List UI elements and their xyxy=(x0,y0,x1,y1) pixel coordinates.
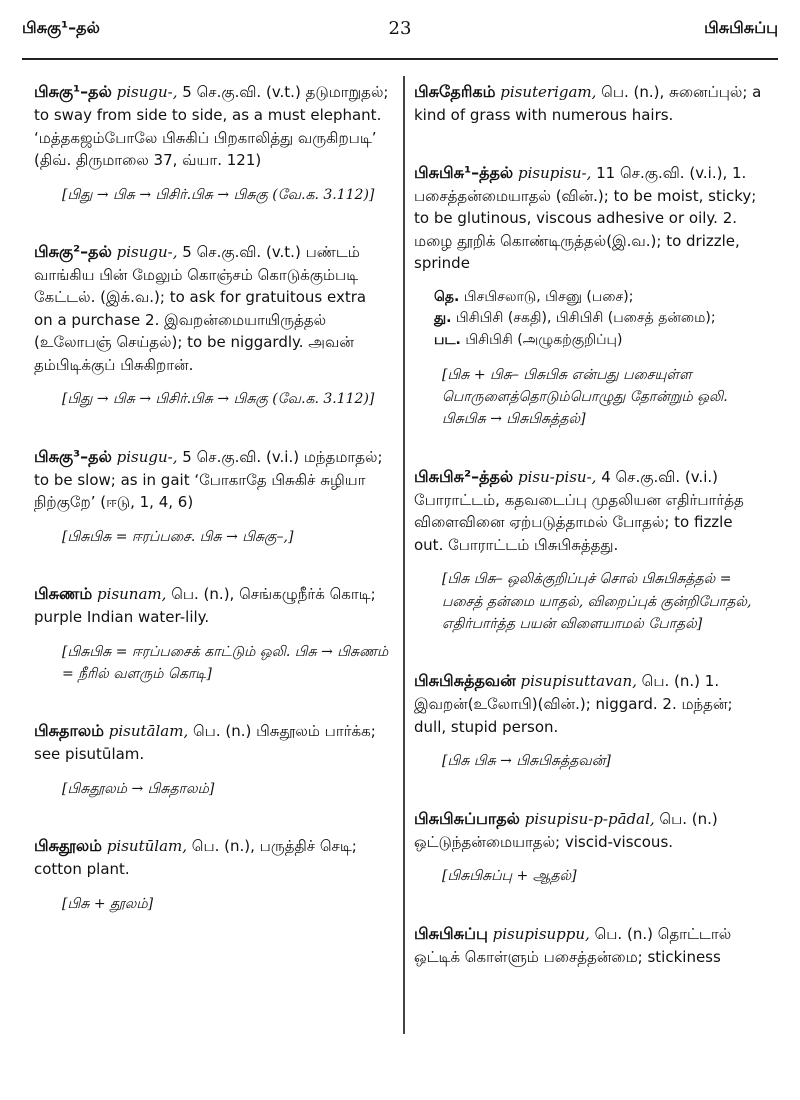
right-column xyxy=(414,80,764,1060)
entry-transliteration: pisupisu-, xyxy=(517,163,592,182)
entry-etymology: [பிசுபிசுப்பு + ஆதல்] xyxy=(442,868,577,885)
dictionary-entry xyxy=(34,582,389,685)
entry-transliteration: pisupisuttavan, xyxy=(520,672,637,691)
entry-transliteration: pisupisuppu, xyxy=(492,924,590,943)
entry-body: 5 செ.கு.வி. (v.t.) பண்டம் வாங்கிய பின் மேலும் கொஞ்சம் கொடுக்கும்படி கேட்டல். (இக்.வ.); to ask for gratuitous extra on a purchase 2. இவறன்மையாயிருத்தல் (உலோபஞ் செய்தல்); to be niggardly. அவன் தம்பிடிக்குப் பிசுகிறான். xyxy=(34,242,367,374)
entry-definition xyxy=(34,834,389,881)
dictionary-entry xyxy=(414,807,764,888)
entry-transliteration: pisutūlam, xyxy=(106,837,188,856)
left-column xyxy=(34,80,389,1060)
page-header xyxy=(22,18,778,54)
entry-etymology: [பிசுபிசு = ஈரப்பசை. பிசு → பிசுகு–,] xyxy=(62,528,294,545)
cognate-language: தெ. xyxy=(434,288,460,305)
dictionary-entry xyxy=(34,240,389,411)
cognate-text: பிசபிசலாடு, பிசனு (பசை); xyxy=(463,288,634,305)
entry-transliteration: pisugu-, xyxy=(116,83,178,101)
entry-body: பெ. (n.) 1. இவறன்(உலோபி)(வின்.); niggard. 2. மந்தன்; dull, stupid person. xyxy=(414,672,733,736)
entry-definition xyxy=(34,719,389,766)
entry-transliteration: pisuterigam, xyxy=(500,83,597,101)
dictionary-entry xyxy=(34,80,389,206)
entry-etymology: [பிது → பிசு → பிசிர்.பிசு → பிசுகு (வே.க. 3.112)] xyxy=(62,186,375,203)
entry-etymology: [பிசு பிசு → பிசுபிசுத்தவன்] xyxy=(442,753,611,770)
dictionary-entry xyxy=(414,80,764,127)
entry-etymology: [பிசு + தூலம்] xyxy=(62,895,154,912)
entry-body: பெ. (n.) பிசுதூலம் பார்க்க; see pisutūlam. xyxy=(34,722,376,764)
entry-definition xyxy=(414,922,764,969)
entry-body: பெ. (n.) தொட்டால் ஒட்டிக் கொள்ளும் பசைத்தன்மை; stickiness xyxy=(414,924,732,966)
cognate-text: பிசிபிசி (சகதி), பிசிபிசி (பசைத் தன்மை); xyxy=(455,310,716,327)
cognate-line xyxy=(434,330,764,352)
cognate-language: து. xyxy=(434,310,452,327)
entry-definition xyxy=(414,80,764,127)
entry-headword: பிசுபிசு¹–த்தல் xyxy=(414,162,514,182)
entry-body: பெ. (n.), சுனைப்புல்; a kind of grass with numerous hairs. xyxy=(414,83,762,124)
cognate-line xyxy=(434,287,764,309)
cognate-text: பிசிபிசி (அழுகற்குறிப்பு) xyxy=(465,331,623,348)
entry-body: 11 செ.கு.வி. (v.i.), 1. பசைத்தன்மையாதல் (வின்.); to be moist, sticky; to be glutinous, viscous adhesive or oily. 2. மழை தூறிக் கொண்டிருத்தல்(இ.வ.); to drizzle, sprinde xyxy=(414,163,757,272)
entry-body: 5 செ.கு.வி. (v.t.) தடுமாறுதல்; to sway from side to side, as a must elephant. ‘மத்தகஜம்போலே பிசுகிப் பிறகாலித்து வருகிறபடி’ (திவ். திருமாலை 37, வ்யா. 121) xyxy=(34,83,389,169)
entry-etymology: [பிசுபிசு = ஈரப்பசைக் காட்டும் ஒலி. பிசு → பிசுணம் = நீரில் வளரும் கொடி] xyxy=(62,643,389,683)
entry-definition xyxy=(34,445,389,514)
dictionary-entry xyxy=(34,719,389,800)
entry-transliteration: pisunam, xyxy=(97,585,167,604)
entry-etymology: [பிசு + பிசு– பிசுபிசு என்பது பசையுள்ள பொருளைத்தொடும்பொழுது தோன்றும் ஒலி. பிசுபிசு → பிசுபிசுத்தல்] xyxy=(442,366,728,428)
column-divider xyxy=(403,76,405,1034)
entry-definition xyxy=(414,669,764,738)
dictionary-entry xyxy=(414,669,764,772)
entry-body: பெ. (n.), செங்கழுநீர்க் கொடி; purple Indian water-lily. xyxy=(34,585,376,627)
entry-etymology: [பிது → பிசு → பிசிர்.பிசு → பிசுகு (வே.க. 3.112)] xyxy=(62,391,375,408)
entry-transliteration: pisutālam, xyxy=(108,722,189,741)
entry-body: 5 செ.கு.வி. (v.i.) மந்தமாதல்; to be slow; as in gait ‘போகாதே பிசுகிச் சுழியா நிற்குறே’ (ஈடு, 1, 4, 6) xyxy=(34,447,383,512)
entry-headword: பிசுகு¹–தல் xyxy=(34,82,112,101)
entry-headword: பிசுபிசுத்தவன் xyxy=(414,671,516,691)
entry-body: பெ. (n.), பருத்திச் செடி; cotton plant. xyxy=(34,837,357,879)
entry-headword: பிசுதாலம் xyxy=(34,721,104,741)
header-last-word: பிசுபிசுப்பு xyxy=(704,18,778,37)
entry-definition xyxy=(34,80,389,172)
dictionary-entry xyxy=(414,465,764,636)
page-number: 23 xyxy=(388,18,412,39)
entry-body: 4 செ.கு.வி. (v.i.) போராட்டம், கதவடைப்பு முதலியன எதிர்பார்த்த விளைவினை ஏற்படுத்தாமல் போதல்; to fizzle out. போராட்டம் பிசுபிசுத்தது. xyxy=(414,467,744,554)
entry-headword: பிசுபிசுப்பு xyxy=(414,923,488,943)
entry-transliteration: pisu-pisu-, xyxy=(517,467,597,486)
entry-body: பெ. (n.) ஒட்டுந்தன்மையாதல்; viscid-viscous. xyxy=(414,809,718,851)
entry-transliteration: pisupisu-p-pādal, xyxy=(524,809,655,828)
cognate-language: பட. xyxy=(434,331,461,348)
entry-definition xyxy=(414,161,764,275)
entry-headword: பிசுபிசு²–த்தல் xyxy=(414,466,514,486)
cognate-line xyxy=(434,308,764,330)
entry-etymology: [பிசுதூலம் → பிசுதாலம்] xyxy=(62,780,215,797)
dictionary-entry xyxy=(34,834,389,915)
entry-headword: பிசுதேரிகம் xyxy=(414,82,496,101)
entry-transliteration: pisugu-, xyxy=(116,242,178,261)
header-rule xyxy=(22,58,778,60)
entry-cognates xyxy=(434,287,764,352)
entry-etymology: [பிசு பிசு– ஒலிக்குறிப்புச் சொல் பிசுபிசுத்தல் = பசைத் தன்மை யாதல், விறைப்புக் குன்றிபோதல், எதிர்பார்த்த பயன் விளையாமல் போதல்] xyxy=(442,571,752,633)
entry-headword: பிசுணம் xyxy=(34,584,93,604)
dictionary-entry xyxy=(414,922,764,969)
entry-definition xyxy=(414,807,764,854)
dictionary-entry xyxy=(34,445,389,548)
entry-transliteration: pisugu-, xyxy=(116,447,178,466)
entry-definition xyxy=(34,240,389,377)
header-first-word: பிசுகு¹–தல் xyxy=(22,18,100,37)
entry-headword: பிசுதூலம் xyxy=(34,836,103,856)
dictionary-entry xyxy=(414,161,764,431)
entry-headword: பிசுகு³–தல் xyxy=(34,446,112,466)
entry-headword: பிசுகு²–தல் xyxy=(34,241,112,261)
entry-definition xyxy=(414,465,764,557)
entry-headword: பிசுபிசுப்பாதல் xyxy=(414,808,520,828)
entry-definition xyxy=(34,582,389,629)
